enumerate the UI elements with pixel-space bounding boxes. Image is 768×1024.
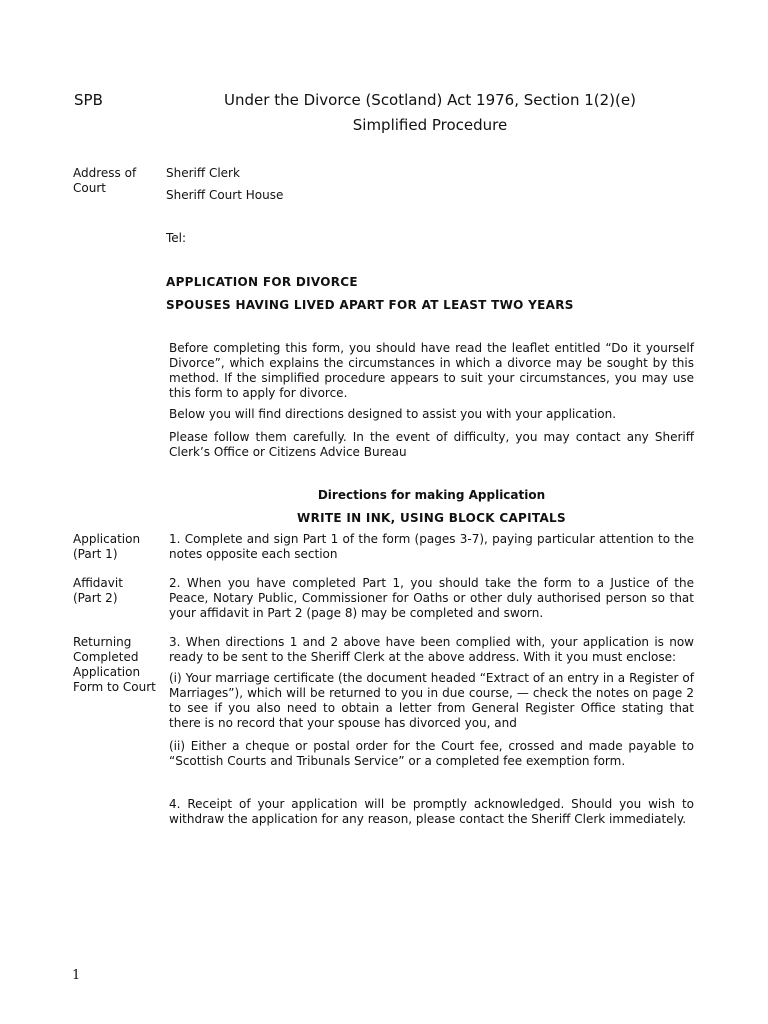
court-line-2: Sheriff Court House — [166, 188, 284, 202]
direction-text-3: 3. When directions 1 and 2 above have been complied with, your application is now ready to be sent to the Sheriff Clerk at the above address. With it you must enclose: — [169, 635, 694, 664]
direction-note-4: 4. Receipt of your application will be promptly acknowledged. Should you wish to withdraw the application for any reason, please contact the Sheriff Clerk immediately. — [169, 797, 694, 826]
court-line-1: Sheriff Clerk — [166, 166, 240, 180]
direction-text-1: 1. Complete and sign Part 1 of the form (pages 3-7), paying particular attention to the notes opposite each section — [169, 532, 694, 561]
direction-label-1: Application (Part 1) — [73, 532, 141, 561]
directions-subheading: WRITE IN INK, USING BLOCK CAPITALS — [297, 511, 566, 525]
court-tel: Tel: — [166, 231, 187, 245]
intro-paragraph-2: Below you will find directions designed to assist you with your application. — [169, 407, 617, 421]
direction-3-subitem-ii: (ii) Either a cheque or postal order for the Court fee, crossed and made payable to “Scottish Courts and Tribunals Service” or a completed fee exemption form. — [169, 739, 694, 768]
page-number: 1 — [72, 968, 81, 983]
intro-paragraph-1: Before completing this form, you should have read the leaflet entitled “Do it yourself Divorce”, which explains the circumstances in which a divorce may be sought by this method. If the simplified procedure appears to suit your circumstances, you may use this form to apply for divorce. — [169, 341, 694, 400]
direction-label-3: Returning Completed Application Form to Court — [73, 635, 156, 694]
direction-label-2: Affidavit (Part 2) — [73, 576, 123, 605]
court-address-label: Address of Court — [73, 166, 137, 195]
form-code: SPB — [74, 91, 103, 109]
directions-heading: Directions for making Application — [317, 488, 546, 502]
application-heading: APPLICATION FOR DIVORCE — [166, 275, 358, 289]
document-title: Under the Divorce (Scotland) Act 1976, Section 1(2)(e) — [224, 91, 636, 109]
document-subtitle: Simplified Procedure — [352, 116, 508, 134]
intro-paragraph-3: Please follow them carefully. In the event of difficulty, you may contact any Sheriff Clerk’s Office or Citizens Advice Bureau — [169, 430, 694, 459]
direction-text-2: 2. When you have completed Part 1, you should take the form to a Justice of the Peace, Notary Public, Commissioner for Oaths or other duly authorised person so that your affidavit in Part 2 (page 8) may be completed and sworn. — [169, 576, 694, 620]
application-subheading: SPOUSES HAVING LIVED APART FOR AT LEAST TWO YEARS — [166, 298, 574, 312]
direction-3-subitem-i: (i) Your marriage certificate (the document headed “Extract of an entry in a Register of Marriages”), which will be returned to you in due course, — check the notes on page 2 to see if you also need to obtain a letter from General Register Office stating that there is no record that your spouse has divorced you, and — [169, 671, 694, 730]
